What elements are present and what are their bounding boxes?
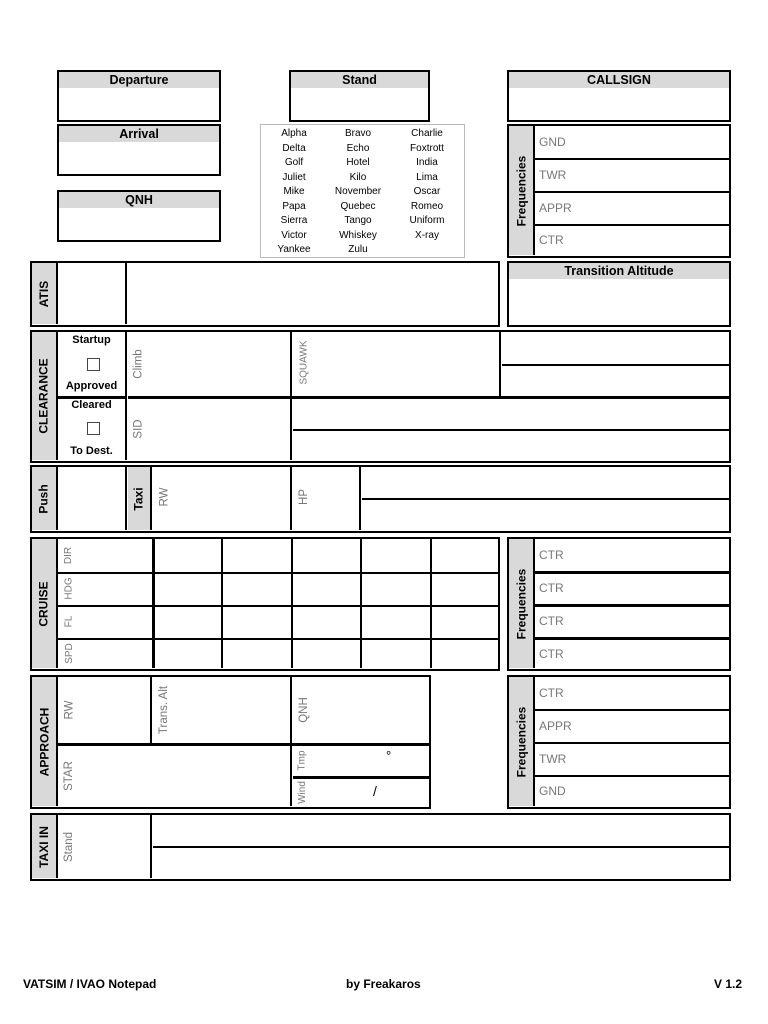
approach-star-field[interactable]	[58, 745, 292, 806]
phonetic-word: Alpha	[281, 128, 307, 139]
climb-label: Climb	[133, 349, 146, 379]
cruise-row-label-cell	[58, 605, 80, 638]
startup-label: Startup	[72, 334, 111, 346]
freq-cruise-ctr-3-field[interactable]	[535, 606, 729, 637]
approach-trans-alt-field[interactable]	[153, 677, 292, 743]
sid-field[interactable]	[128, 398, 292, 460]
approach-tmp-field[interactable]	[293, 745, 429, 776]
atis-info-field[interactable]	[128, 263, 498, 324]
frequencies-arrival-label: Frequencies	[514, 706, 529, 777]
cruise-label: CRUISE	[37, 580, 51, 627]
phonetic-word: Hotel	[346, 157, 370, 168]
to-dest-label: To Dest.	[70, 445, 113, 457]
freq-twr-label: TWR	[539, 168, 567, 182]
cruise-row-label: FL	[63, 615, 75, 628]
taxi-in-stand-label: Stand	[63, 831, 75, 862]
callsign-label: CALLSIGN	[509, 72, 729, 88]
phonetic-word: Oscar	[413, 186, 441, 197]
cruise-cell[interactable]	[291, 572, 360, 605]
cruise-side-tab	[32, 539, 58, 668]
freq-cruise-ctr-3-label: CTR	[539, 614, 564, 628]
phonetic-word: Lima	[416, 171, 438, 183]
phonetic-word: Romeo	[410, 200, 444, 212]
cruise-cell[interactable]	[360, 572, 430, 605]
cruise-cell[interactable]	[430, 572, 497, 605]
phonetic-word: India	[416, 157, 438, 168]
cruise-cell[interactable]	[221, 638, 291, 668]
cruise-row-label: HDG	[63, 577, 75, 600]
sid-label: SID	[132, 419, 145, 439]
cruise-row-label-cell	[58, 638, 80, 668]
push-section	[30, 465, 731, 533]
taxi-in-side-tab	[32, 815, 58, 878]
cruise-row-label-cell	[58, 572, 80, 605]
push-field[interactable]	[58, 467, 127, 530]
taxi-in-stand-field[interactable]	[58, 815, 152, 878]
phonetic-word: Papa	[282, 200, 306, 212]
push-side-tab	[32, 467, 58, 530]
cruise-cell[interactable]	[360, 539, 430, 572]
transition-altitude-field[interactable]	[507, 261, 731, 327]
freq-appr-field[interactable]	[535, 192, 729, 224]
taxi-rw-label: RW	[157, 487, 170, 507]
approach-star-label: STAR	[63, 760, 76, 791]
phonetic-word: X-ray	[415, 229, 439, 241]
freq-cruise-ctr-2-field[interactable]	[535, 573, 729, 604]
push-label: Push	[37, 483, 51, 514]
cruise-row-label: SPD	[63, 642, 75, 664]
approach-side-tab	[32, 677, 58, 806]
approach-wind-field[interactable]	[293, 778, 429, 806]
phonetic-word: Kilo	[349, 171, 367, 183]
approach-rw-label: RW	[62, 700, 75, 720]
approach-rw-field[interactable]	[58, 677, 152, 743]
qnh-field[interactable]	[57, 190, 221, 242]
approach-trans-alt-label: Trans. Alt	[158, 685, 170, 735]
freq-arr-ctr-label: CTR	[539, 686, 564, 700]
frequencies-cruise-side-tab	[509, 539, 535, 668]
frequencies-label: Frequencies	[514, 155, 529, 226]
freq-arr-gnd-field[interactable]	[535, 776, 729, 806]
phonetic-word: Victor	[281, 229, 307, 241]
cruise-cell[interactable]	[360, 638, 430, 668]
atis-section	[30, 261, 500, 327]
arrival-label: Arrival	[59, 126, 219, 142]
qnh-label: QNH	[59, 192, 219, 208]
frequencies-side-tab	[509, 126, 535, 255]
freq-arr-appr-label: APPR	[539, 719, 572, 733]
freq-cruise-ctr-4-field[interactable]	[535, 639, 729, 668]
cruise-cell[interactable]	[291, 638, 360, 668]
callsign-field[interactable]	[507, 70, 731, 122]
clearance-label: CLEARANCE	[37, 358, 51, 434]
departure-field[interactable]	[57, 70, 221, 122]
freq-ctr-label: CTR	[539, 233, 564, 247]
freq-arr-ctr-field[interactable]	[535, 677, 729, 709]
freq-cruise-ctr-1-field[interactable]	[535, 539, 729, 571]
transition-altitude-label: Transition Altitude	[509, 263, 729, 279]
frequencies-arrival-side-tab	[509, 677, 535, 806]
stand-label: Stand	[291, 72, 428, 88]
clearance-status-column	[58, 332, 127, 460]
clearance-side-tab	[32, 332, 58, 460]
cruise-cell[interactable]	[430, 605, 497, 638]
phonetic-word: Zulu	[348, 244, 368, 255]
atis-side-tab	[32, 263, 58, 324]
freq-arr-twr-label: TWR	[539, 752, 567, 766]
phonetic-word: Whiskey	[339, 229, 377, 241]
approach-label: APPROACH	[37, 707, 52, 776]
taxi-in-label: TAXI IN	[37, 825, 51, 868]
cruise-cell[interactable]	[221, 539, 291, 572]
footer-author: by Freakaros	[346, 977, 421, 991]
phonetic-word: Foxtrott	[410, 142, 444, 154]
cruise-cell[interactable]	[221, 605, 291, 638]
footer-title: VATSIM / IVAO Notepad	[23, 977, 157, 991]
clearance-section	[30, 330, 731, 463]
freq-cruise-ctr-1-label: CTR	[539, 548, 564, 562]
approach-wind-label: Wind	[296, 780, 308, 804]
freq-appr-label: APPR	[539, 201, 572, 215]
freq-twr-field[interactable]	[535, 159, 729, 191]
freq-gnd-field[interactable]	[535, 126, 729, 158]
freq-arr-twr-field[interactable]	[535, 743, 729, 775]
taxi-hp-field[interactable]	[293, 467, 361, 530]
approach-section	[30, 675, 431, 809]
cruise-section	[30, 537, 500, 671]
phonetic-word: Quebec	[340, 200, 376, 212]
phonetic-word: Yankee	[277, 244, 311, 255]
approach-qnh-label: QNH	[298, 697, 310, 723]
taxi-hp-label: HP	[297, 489, 310, 505]
cleared-to-dest-checkbox[interactable]	[87, 422, 100, 435]
frequencies-cruise-label: Frequencies	[514, 568, 529, 639]
taxi-side-tab	[128, 467, 152, 530]
cruise-cell[interactable]	[360, 605, 430, 638]
frequencies-arrival	[507, 675, 731, 809]
cruise-cell[interactable]	[152, 605, 221, 638]
cruise-row-label: DIR	[63, 546, 75, 565]
cruise-cell[interactable]	[430, 638, 497, 668]
cruise-cell[interactable]	[152, 638, 221, 668]
startup-approved-checkbox[interactable]	[87, 358, 100, 371]
freq-cruise-ctr-4-label: CTR	[539, 647, 564, 661]
phonetic-word: Uniform	[409, 215, 445, 226]
freq-arr-gnd-label: GND	[539, 784, 566, 798]
cruise-cell[interactable]	[291, 605, 360, 638]
atis-letter-field[interactable]	[58, 263, 127, 324]
cruise-row-label-cell	[58, 539, 80, 572]
taxi-label: Taxi	[132, 486, 146, 511]
squawk-label: SQUAWK	[298, 339, 310, 385]
climb-field[interactable]	[128, 332, 292, 396]
phonetic-alphabet-table	[260, 124, 465, 258]
freq-ctr-field[interactable]	[535, 225, 729, 255]
freq-cruise-ctr-2-label: CTR	[539, 581, 564, 595]
phonetic-word: Charlie	[411, 128, 443, 139]
stand-field[interactable]	[289, 70, 430, 122]
phonetic-word: Juliet	[282, 171, 306, 183]
departure-label: Departure	[59, 72, 219, 88]
arrival-field[interactable]	[57, 124, 221, 176]
frequencies-departure	[507, 124, 731, 258]
cruise-cell[interactable]	[221, 572, 291, 605]
approach-tmp-label: Tmp	[296, 750, 308, 771]
phonetic-word: Delta	[282, 142, 306, 154]
cruise-cell[interactable]	[291, 539, 360, 572]
phonetic-word: Golf	[284, 157, 304, 168]
cleared-label: Cleared	[71, 399, 112, 411]
frequencies-cruise	[507, 537, 731, 671]
phonetic-word: Sierra	[280, 215, 308, 226]
freq-gnd-label: GND	[539, 135, 566, 149]
phonetic-word: Tango	[344, 215, 372, 226]
freq-arr-appr-field[interactable]	[535, 710, 729, 742]
cruise-cell[interactable]	[152, 539, 221, 572]
phonetic-word: November	[334, 186, 382, 197]
cruise-cell[interactable]	[430, 539, 497, 572]
atis-label: ATIS	[37, 280, 52, 307]
cruise-cell[interactable]	[152, 572, 221, 605]
squawk-field[interactable]	[293, 332, 501, 396]
phonetic-word: Bravo	[344, 128, 372, 139]
degree-symbol: °	[386, 748, 392, 763]
approach-qnh-field[interactable]	[293, 677, 429, 743]
footer-version: V 1.2	[714, 977, 743, 991]
taxi-in-section	[30, 813, 731, 881]
phonetic-word: Echo	[346, 142, 370, 154]
approved-label: Approved	[65, 380, 118, 392]
taxi-rw-field[interactable]	[153, 467, 292, 530]
wind-slash: /	[373, 783, 377, 799]
phonetic-word: Mike	[283, 186, 305, 197]
